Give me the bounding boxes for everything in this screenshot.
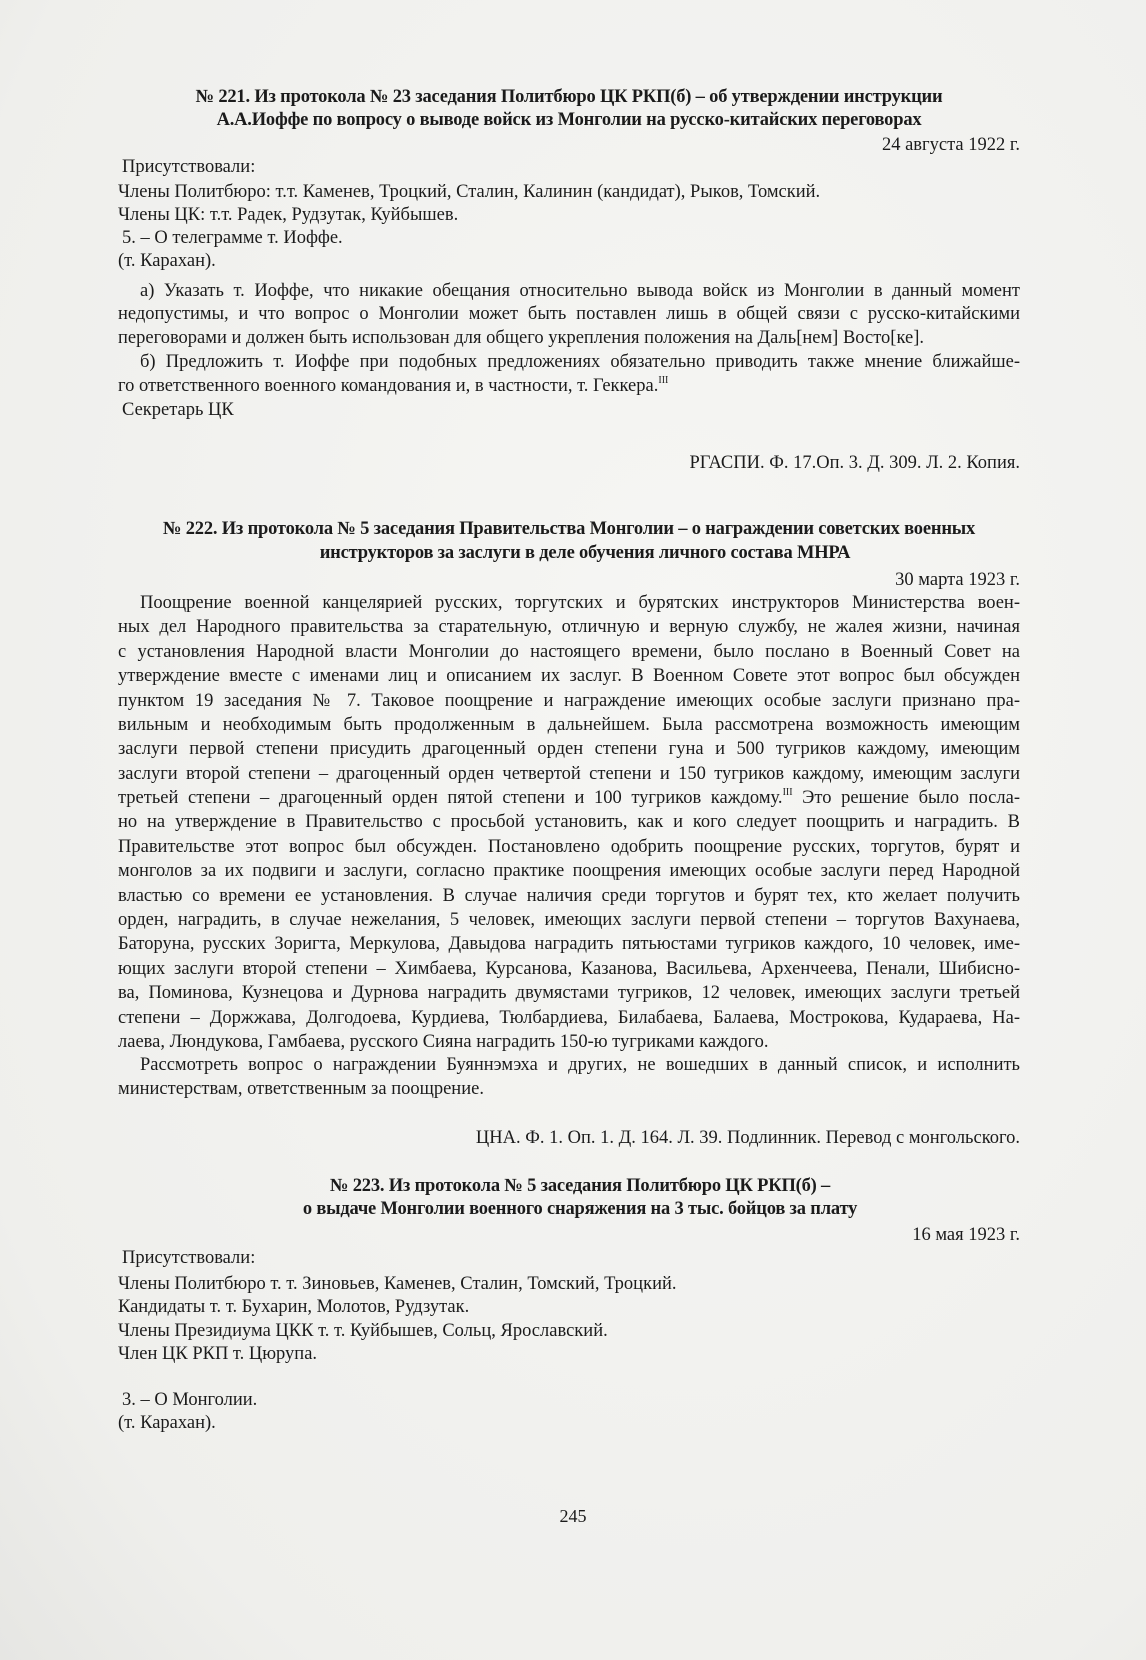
doc221-date: 24 августа 1922 г. [881, 135, 1020, 155]
doc222-paragraph-line: властью со времени ее установления. В случае наличия среди торгутов и бурят тех, кто желает получить [118, 886, 1020, 906]
doc222-date: 30 марта 1923 г. [895, 570, 1020, 590]
footnote-marker: III [658, 375, 669, 386]
doc222-paragraph-line: орден, наградить, в случае нежелания, 5 человек, имеющих заслуги первой степени – торгутов Вахунаева, [118, 910, 1020, 930]
doc221-title-line1: № 221. Из протокола № 23 заседания Политбюро ЦК РКП(б) – об утверждении инструкции [195, 87, 943, 107]
doc222-paragraph-line: заслуги второй степени – драгоценный орден четвертой степени и 150 тугриков каждому, имеющим заслуги [118, 764, 1020, 784]
doc223-candidates: Кандидаты т. т. Бухарин, Молотов, Рудзутак. [118, 1297, 470, 1317]
doc222-paragraph-line: Поощрение военной канцелярией русских, торгутских и бурятских инструкторов Министерства воен- [140, 593, 1020, 613]
doc221-point-a-line: недопустимы, и что вопрос о Монголии может быть поставлен лишь в общей связи с русско-китайскими [118, 304, 1020, 324]
doc221-point-a-line: а) Указать т. Иоффе, что никакие обещания относительно вывода войск из Монголии в данный момент [140, 281, 1020, 301]
doc221-point-b-text: го ответственного военного командования и, в частности, т. Геккера. [118, 376, 659, 396]
doc222-paragraph-line: пунктом 19 заседания № 7. Таковое поощрение и награждение имеющих особые заслуги признано пра- [118, 691, 1020, 711]
doc222-archive-source: ЦНА. Ф. 1. Оп. 1. Д. 164. Л. 39. Подлинник. Перевод с монгольского. [475, 1128, 1020, 1148]
doc222-paragraph-line: Правительстве этот вопрос был обсужден. Постановлено одобрить поощрение русских, торгутов, бурят и [118, 837, 1020, 857]
doc223-speaker: (т. Карахан). [118, 1413, 216, 1433]
doc221-present-label: Присутствовали: [122, 157, 256, 177]
doc222-paragraph-line: но на утверждение в Правительство с просьбой установить, как и кого следует поощрить и наградить. В [118, 812, 1020, 832]
doc221-speaker: (т. Карахан). [118, 251, 216, 271]
doc223-present-label: Присутствовали: [122, 1248, 256, 1268]
doc222-paragraph-text: Это решение было посла- [792, 788, 1020, 808]
doc221-members-politburo: Члены Политбюро: т.т. Каменев, Троцкий, Сталин, Калинин (кандидат), Рыков, Томский. [118, 182, 821, 202]
doc221-point-b-line: б) Предложить т. Иоффе при подобных предложениях обязательно приводить также мнение ближайше- [140, 352, 1020, 372]
doc222-paragraph-text: третьей степени – драгоценный орден пятой степени и 100 тугриков каждому. [118, 788, 783, 808]
doc222-paragraph-line: Баторуна, русских Зоригта, Меркулова, Давыдова наградить пятьюстами тугриков каждого, 10 человек, име- [118, 934, 1020, 954]
footnote-marker: III [782, 787, 793, 798]
doc222-title-line1: № 222. Из протокола № 5 заседания Правительства Монголии – о награждении советских военных [162, 519, 976, 539]
doc222-paragraph-line: степени – Доржжава, Долгодоева, Курдиева, Тюлбардиева, Билабаева, Балаева, Мострокова, Кудараева, На- [118, 1008, 1020, 1028]
doc221-archive-source: РГАСПИ. Ф. 17.Оп. 3. Д. 309. Л. 2. Копия. [689, 453, 1020, 473]
doc222-paragraph-line: заслуги первой степени присудить драгоценный орден степени гуна и 500 тугриков каждому, имеющим [118, 739, 1020, 759]
page-number: 245 [559, 1506, 587, 1526]
doc221-point-a-line: переговорами и должен быть использован для общего укрепления положения на Даль[нем] Восто[ке]. [118, 328, 924, 348]
doc222-paragraph-line: ных дел Народного правительства за старательную, отличную и верную службу, не жалея жизни, начиная [118, 617, 1020, 637]
doc223-title-line1: № 223. Из протокола № 5 заседания Политбюро ЦК РКП(б) – [329, 1176, 831, 1196]
doc222-paragraph-line: утверждение вместе с именами лиц и описанием их заслуг. В Военном Совете этот вопрос был обсужден [118, 666, 1020, 686]
doc223-ckk-members: Члены Президиума ЦКК т. т. Куйбышев, Сольц, Ярославский. [118, 1321, 608, 1341]
doc223-members-politburo: Члены Политбюро т. т. Зиновьев, Каменев, Сталин, Томский, Троцкий. [118, 1274, 677, 1294]
doc222-paragraph-line: ва, Поминова, Кузнецова и Дурнова наградить двумястами тугриков, 12 человек, имеющих заслуги третьей [118, 983, 1020, 1003]
doc223-cc-member: Член ЦК РКП т. Цюрупа. [118, 1344, 318, 1364]
doc222-paragraph-line: лаева, Люндукова, Гамбаева, русского Сияна наградить 150-ю тугриками каждого. [118, 1032, 769, 1052]
doc222-paragraph2-line: министерствам, ответственным за поощрение. [118, 1079, 484, 1099]
doc221-title-line2: А.А.Иоффе по вопросу о выводе войск из Монголии на русско-китайских переговорах [216, 110, 922, 130]
doc222-title-line2: инструкторов за заслуги в деле обучения личного состава МНРА [319, 543, 851, 563]
doc222-paragraph-line: с установления Народной власти Монголии до настоящего времени, было послано в Военный Совет на [118, 642, 1020, 662]
doc221-item: 5. – О телеграмме т. Иоффе. [122, 228, 343, 248]
doc221-point-b-line [118, 374, 668, 398]
doc223-title-line2: о выдаче Монголии военного снаряжения на 3 тыс. бойцов за плату [302, 1199, 858, 1219]
doc222-paragraph-line: ющих заслуги второй степени – Химбаева, Курсанова, Казанова, Васильева, Архенчеева, Пенали, Шибисно- [118, 959, 1020, 979]
doc222-paragraph-line [118, 786, 1020, 810]
doc223-date: 16 мая 1923 г. [912, 1225, 1020, 1245]
doc222-paragraph-line: вильным и необходимым быть продолженным в дальнейшем. Была рассмотрена возможность имеющим [118, 715, 1020, 735]
doc222-paragraph-line: монголов за их подвиги и заслуги, согласно практике поощрения имеющих особые заслуги перед Народной [118, 861, 1020, 881]
doc223-item: 3. – О Монголии. [122, 1390, 258, 1410]
doc222-paragraph2-line: Рассмотреть вопрос о награждении Буяннэмэха и других, не вошедших в данный список, и исполнить [140, 1055, 1020, 1075]
doc221-members-cc: Члены ЦК: т.т. Радек, Рудзутак, Куйбышев. [118, 205, 459, 225]
doc221-signature: Секретарь ЦК [122, 400, 234, 420]
